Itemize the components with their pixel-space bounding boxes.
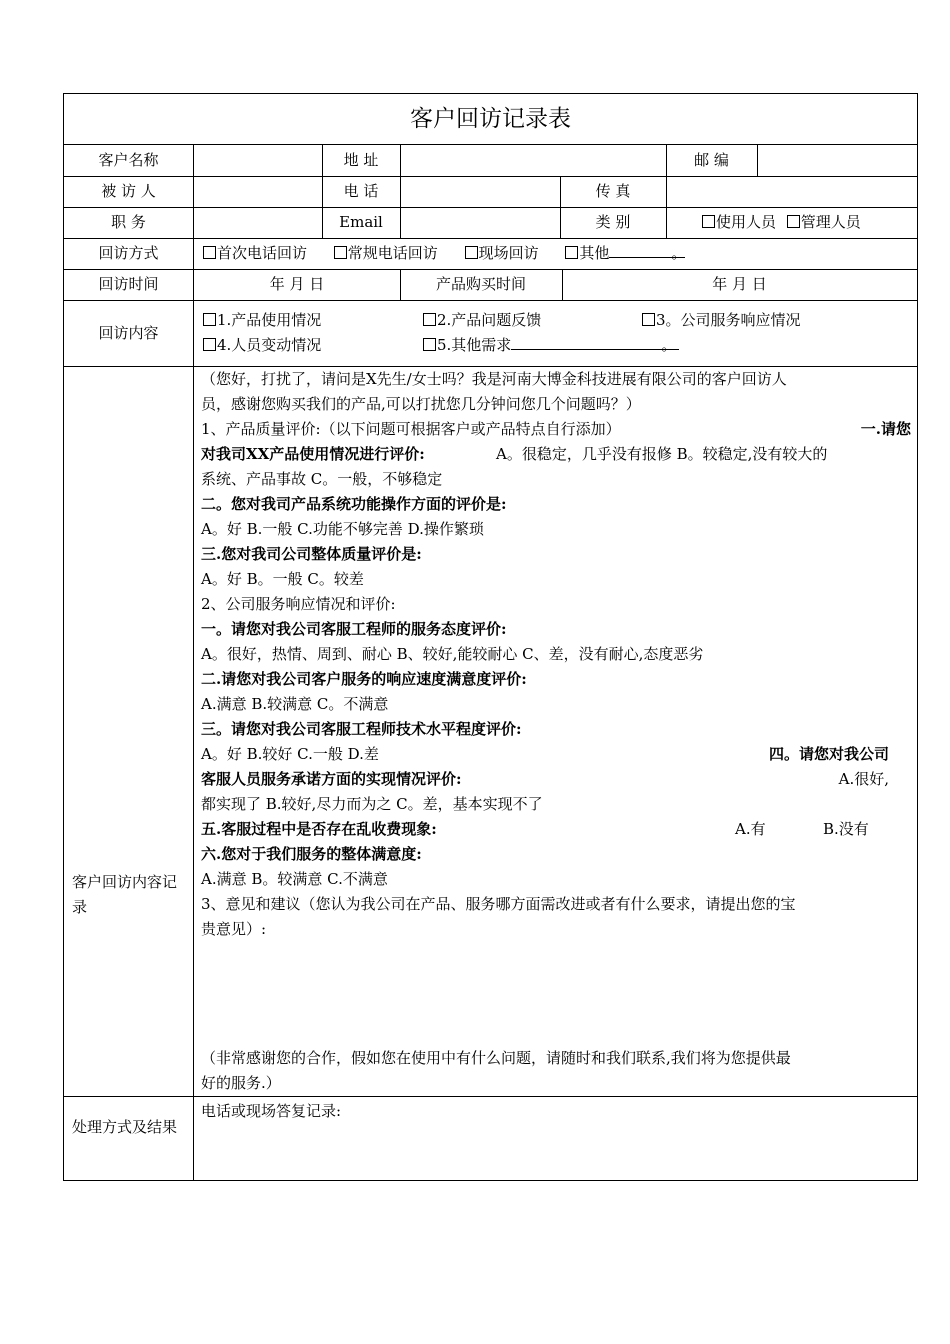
postcode-label: 邮 编: [694, 151, 729, 169]
row-divider: [64, 300, 917, 301]
answer-options: 系统、产品事故 C。一般，不够稳定: [201, 470, 443, 488]
handling-label: 处理方式及结果: [72, 1118, 178, 1136]
record-content: [201, 367, 911, 942]
fax-label: 传 真: [595, 182, 631, 200]
section-heading: 1、产品质量评价:（以下问题可根据客户或产品特点自行添加） 一.请您: [201, 420, 911, 438]
checkbox-icon: [465, 246, 478, 259]
answer-options: A.满意 B.较满意 C。不满意: [201, 695, 389, 713]
question-line: 客服人员服务承诺方面的实现情况评价: A.很好,: [201, 770, 889, 788]
content-option-1[interactable]: 1.产品使用情况: [203, 310, 321, 330]
question-line: 六.您对于我们服务的整体满意度:: [201, 845, 422, 863]
content-option-3[interactable]: 3。公司服务响应情况: [642, 310, 801, 330]
visitee-field[interactable]: [194, 178, 321, 206]
label-column-divider: [193, 144, 194, 1181]
category-user-checkbox[interactable]: 使用人员: [702, 213, 776, 231]
closing-line: （非常感谢您的合作，假如您在使用中有什么问题，请随时和我们联系,我们将为您提供最: [201, 1049, 791, 1067]
answer-options: A。好 B。一般 C。较差: [201, 570, 364, 588]
phone-label: 电 话: [343, 182, 379, 200]
row-divider: [64, 176, 917, 177]
checkbox-icon: [334, 246, 347, 259]
method-onsite-checkbox[interactable]: 现场回访: [465, 244, 539, 262]
handling-input[interactable]: [201, 1124, 911, 1178]
category-options: [702, 212, 861, 232]
fax-field[interactable]: [667, 178, 916, 206]
intro-line: 员，感谢您购买我们的产品,可以打扰您几分钟问您几个问题吗？）: [201, 395, 641, 413]
question-line: 三.您对我司公司整体质量评价是:: [201, 545, 422, 563]
visit-record-form: [63, 93, 918, 1181]
closing-note: [201, 1046, 911, 1096]
checkbox-icon: [203, 313, 216, 326]
intro-line: （您好，打扰了，请问是X先生/女士吗？我是河南大博金科技进展有限公司的客户回访人: [201, 370, 787, 388]
visit-content-label: 回访内容: [98, 324, 159, 342]
suggestions-input[interactable]: [201, 954, 911, 1044]
checkbox-icon: [423, 313, 436, 326]
method-other-checkbox[interactable]: 其他: [565, 244, 609, 262]
row-divider: [64, 1096, 917, 1097]
row-divider: [64, 207, 917, 208]
form-title: 客户回访记录表: [410, 106, 571, 132]
answer-options: A。好 B.一般 C.功能不够完善 D.操作繁琐: [201, 520, 484, 538]
checkbox-icon: [565, 246, 578, 259]
checkbox-icon: [787, 215, 800, 228]
section-heading: 3、意见和建议（您认为我公司在产品、服务哪方面需改进或者有什么要求，请提出您的宝: [201, 895, 796, 913]
question-line: 二。您对我司产品系统功能操作方面的评价是:: [201, 495, 507, 513]
other-method-input[interactable]: [609, 243, 671, 258]
customer-name-label: 客户名称: [98, 151, 159, 169]
row-divider: [64, 144, 917, 145]
phone-field[interactable]: [401, 178, 559, 206]
visit-time-label: 回访时间: [98, 275, 159, 293]
method-first-call-checkbox[interactable]: 首次电话回访: [203, 244, 307, 262]
question-line: 一。请您对我公司客服工程师的服务态度评价:: [201, 620, 507, 638]
answer-options: A.满意 B。较满意 C.不满意: [201, 870, 388, 888]
method-routine-call-checkbox[interactable]: 常规电话回访: [334, 244, 438, 262]
address-label: 地 址: [343, 151, 379, 169]
visitee-label: 被 访 人: [101, 182, 156, 200]
answer-options: A。好 B.较好 C.一般 D.差 四。请您对我公司: [201, 745, 889, 763]
address-field[interactable]: [401, 146, 665, 175]
customer-name-field[interactable]: [194, 146, 321, 175]
category-label: 类 别: [595, 213, 631, 231]
checkbox-icon: [423, 338, 436, 351]
position-field[interactable]: [194, 209, 321, 237]
visit-method-label: 回访方式: [98, 244, 159, 262]
checkbox-icon: [203, 338, 216, 351]
content-option-4[interactable]: 4.人员变动情况: [203, 335, 321, 355]
question-line: 二.请您对我公司客户服务的响应速度满意度评价:: [201, 670, 527, 688]
postcode-field[interactable]: [758, 146, 916, 175]
handling-text: 电话或现场答复记录:: [201, 1102, 342, 1120]
visit-method-options: 首次电话回访 常规电话回访 现场回访 其他 。: [203, 243, 685, 263]
checkbox-icon: [642, 313, 655, 326]
content-option-5[interactable]: 5.其他需求 。: [423, 335, 679, 355]
section-heading: 贵意见）:: [201, 920, 267, 938]
row-divider: [64, 238, 917, 239]
other-need-input[interactable]: [511, 335, 661, 350]
answer-options: 都实现了 B.较好,尽力而为之 C。差，基本实现不了: [201, 795, 543, 813]
position-label: 职 务: [111, 213, 146, 231]
visit-date-field[interactable]: 年 月 日: [269, 275, 325, 293]
answer-options: A。很好，热情、周到、耐心 B、较好,能较耐心 C、差，没有耐心,态度恶劣: [201, 645, 704, 663]
row-divider: [64, 269, 917, 270]
email-label: Email: [339, 213, 383, 231]
email-field[interactable]: [401, 209, 559, 237]
checkbox-icon: [203, 246, 216, 259]
question-line: 三。请您对我公司客服工程师技术水平程度评价:: [201, 720, 522, 738]
purchase-date-field[interactable]: 年 月 日: [712, 275, 767, 293]
purchase-time-label: 产品购买时间: [435, 275, 526, 293]
closing-line: 好的服务.）: [201, 1074, 281, 1092]
question-line: 对我司XX产品使用情况进行评价: A。很稳定，几乎没有报修 B。较稳定,没有较大的: [201, 445, 828, 463]
section-heading: 2、公司服务响应情况和评价:: [201, 595, 396, 613]
question-line: 五.客服过程中是否存在乱收费现象: A.有 B.没有: [201, 820, 869, 838]
category-admin-checkbox[interactable]: 管理人员: [787, 213, 861, 231]
checkbox-icon: [702, 215, 715, 228]
content-option-2[interactable]: 2.产品问题反馈: [423, 310, 541, 330]
record-label: 客户回访内容记录: [72, 873, 178, 916]
